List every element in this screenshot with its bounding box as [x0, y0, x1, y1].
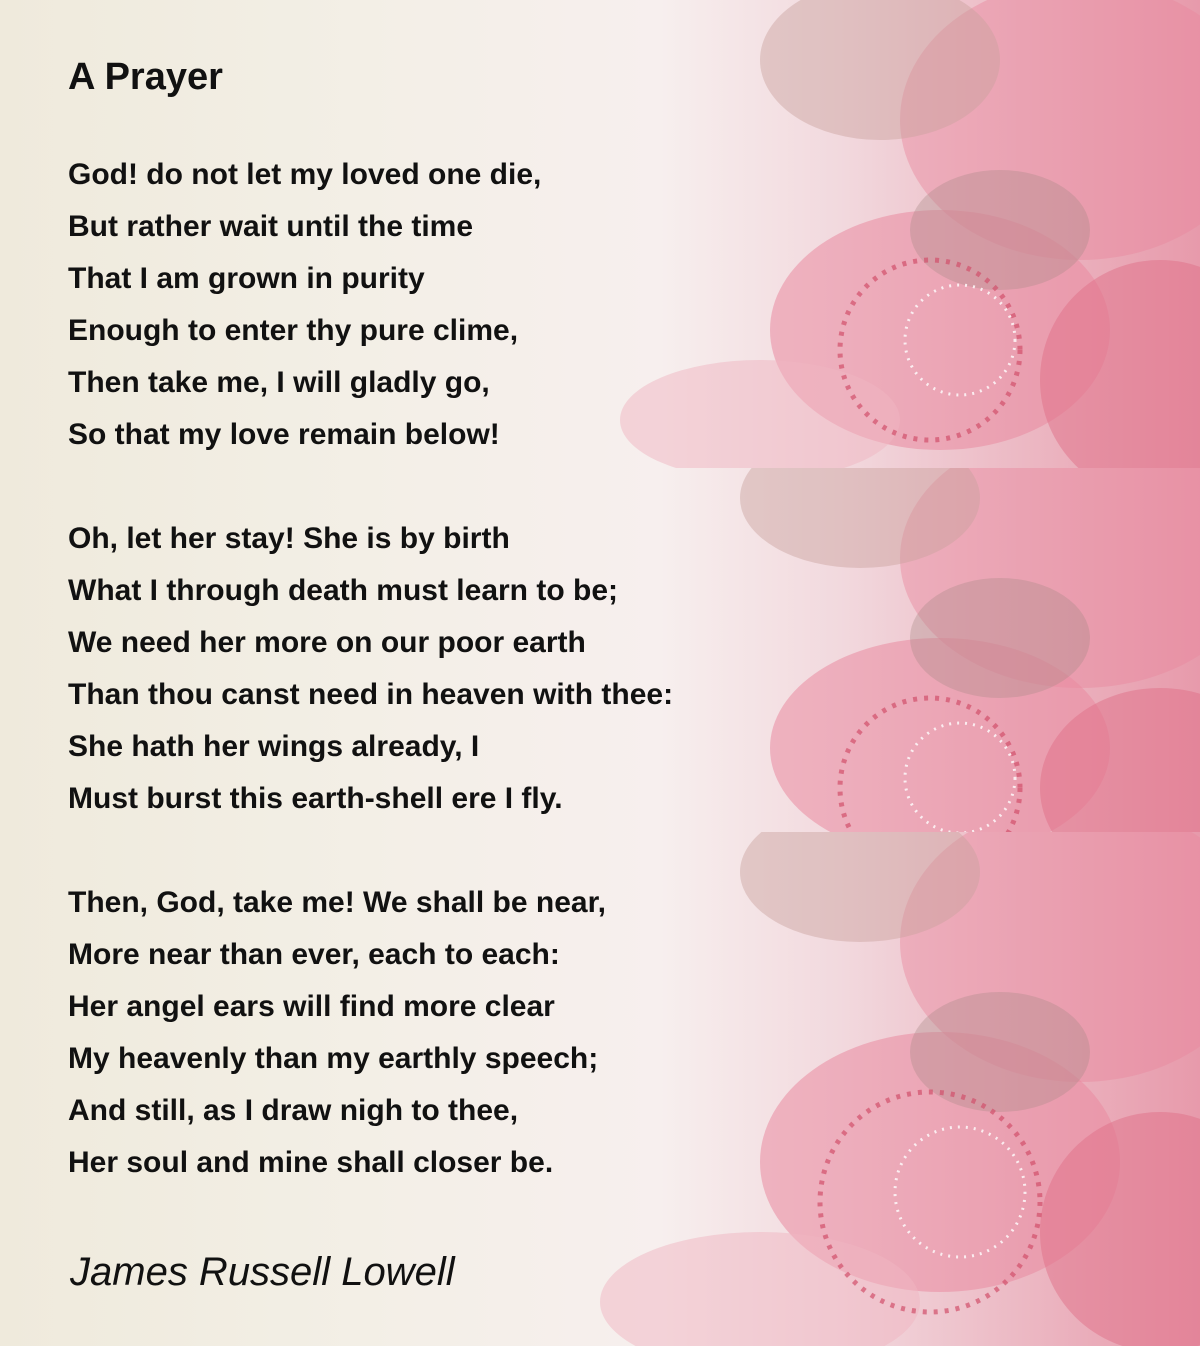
poem-line: God! do not let my loved one die, — [68, 158, 542, 191]
poem-line: Than thou canst need in heaven with thee: — [68, 678, 674, 711]
poem-line: Oh, let her stay! She is by birth — [68, 522, 510, 555]
poem-line: Enough to enter thy pure clime, — [68, 314, 519, 347]
poem-line: We need her more on our poor earth — [68, 626, 586, 659]
poem-title: A Prayer — [68, 56, 223, 98]
poem-line: Then, God, take me! We shall be near, — [68, 886, 606, 919]
poem-line: She hath her wings already, I — [68, 730, 480, 763]
poem-line: So that my love remain below! — [68, 418, 500, 451]
poem-line: Then take me, I will gladly go, — [68, 366, 490, 399]
poem-line: And still, as I draw nigh to thee, — [68, 1094, 519, 1127]
poem-line: My heavenly than my earthly speech; — [68, 1042, 599, 1075]
poem-author: James Russell Lowell — [70, 1250, 455, 1294]
poem-line: That I am grown in purity — [68, 262, 425, 295]
poem-line: Her angel ears will find more clear — [68, 990, 555, 1023]
poem-line: What I through death must learn to be; — [68, 574, 618, 607]
poem-line: Her soul and mine shall closer be. — [68, 1146, 554, 1179]
poem-line: Must burst this earth-shell ere I fly. — [68, 782, 563, 815]
poem-line: More near than ever, each to each: — [68, 938, 560, 971]
poem-line: But rather wait until the time — [68, 210, 474, 243]
